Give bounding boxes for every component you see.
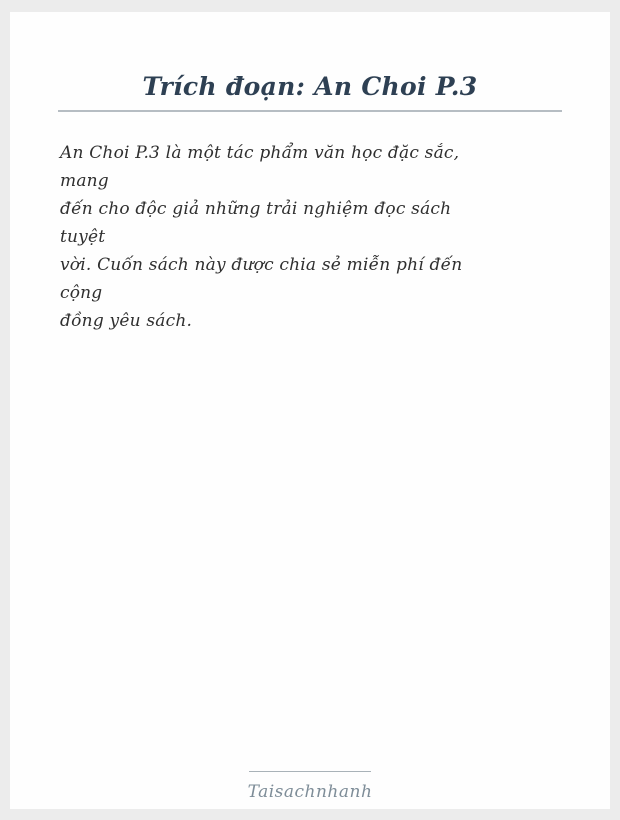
page-title: Trích đoạn: An Choi P.3 [142,72,478,101]
excerpt-line: An Choi P.3 là một tác phẩm văn học đặc sắc, [60,143,460,163]
footer-divider [249,771,371,772]
excerpt-line: cộng [60,283,103,303]
document-page [10,12,610,809]
excerpt-line: mang [60,171,109,191]
footer-brand: Taisachnhanh [247,782,373,802]
excerpt-line: tuyệt [60,227,106,247]
excerpt-text [60,139,562,335]
excerpt-line: đến cho độc giả những trải nghiệm đọc sách [60,199,452,219]
title-divider [58,110,562,112]
excerpt-line: đồng yêu sách. [60,311,193,331]
excerpt-line: vời. Cuốn sách này được chia sẻ miễn phí đến [60,255,463,275]
page-footer [10,771,610,802]
